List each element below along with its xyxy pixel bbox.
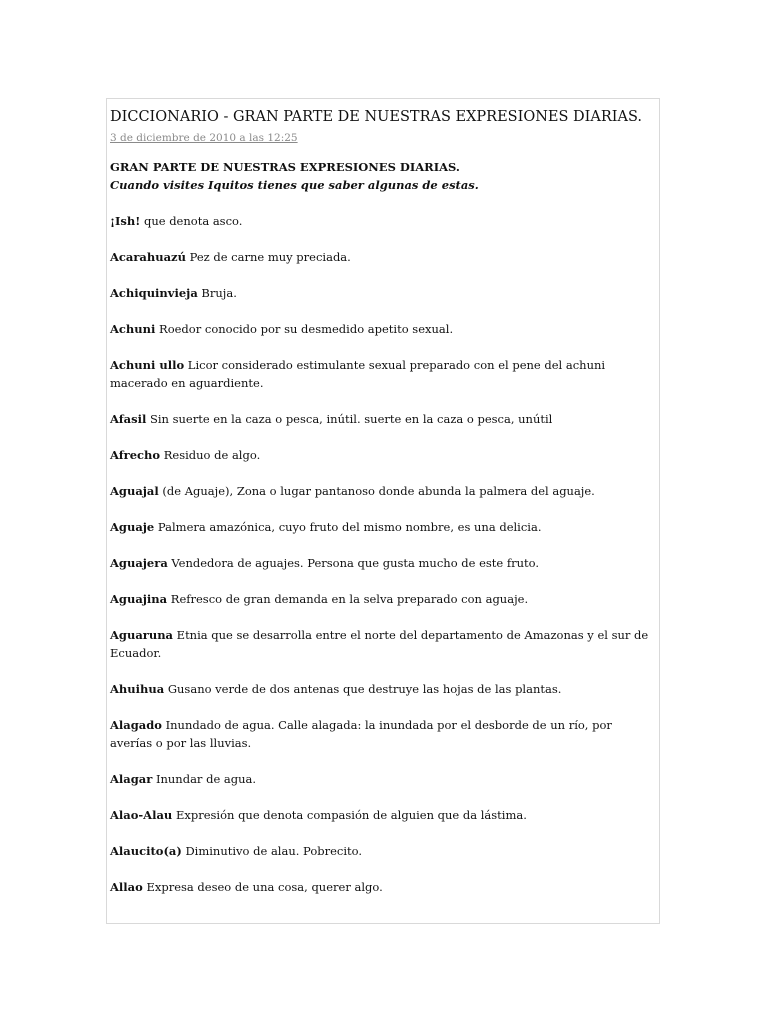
entry-term: Alagar — [110, 772, 153, 786]
entry-definition: Inundar de agua. — [152, 772, 257, 786]
entry-term: Aguajal — [110, 484, 159, 498]
entry-definition: que denota asco. — [140, 214, 243, 228]
entry-spacer — [110, 860, 659, 878]
entry-term: Ahuihua — [110, 682, 165, 696]
entry-term: Allao — [110, 880, 143, 894]
entry-definition: Sin suerte en la caza o pesca, inútil. suerte en la caza o pesca, unútil — [146, 412, 553, 426]
dictionary-entry — [110, 356, 659, 392]
entry-definition: Palmera amazónica, cuyo fruto del mismo nombre, es una delicia. — [154, 520, 542, 534]
entry-term: Acarahuazú — [110, 250, 186, 264]
dictionary-entry — [110, 554, 659, 572]
dictionary-entry — [110, 626, 659, 662]
entry-spacer — [110, 698, 659, 716]
entry-spacer — [110, 572, 659, 590]
document-content — [110, 158, 659, 896]
dictionary-entries — [110, 194, 659, 896]
dictionary-entry — [110, 212, 659, 230]
entry-term: Aguajina — [110, 592, 168, 606]
dictionary-entry — [110, 320, 659, 338]
entry-term: Alaucito(a) — [110, 844, 182, 858]
entry-term: Aguaje — [110, 520, 155, 534]
entry-term: ¡Ish! — [110, 214, 141, 228]
entry-spacer — [110, 266, 659, 284]
entry-definition: Inundado de agua. Calle alagada: la inundada por el desborde de un río, por averías o por las lluvias. — [110, 718, 612, 750]
entry-spacer — [110, 824, 659, 842]
entry-spacer — [110, 752, 659, 770]
entry-term: Aguaruna — [110, 628, 174, 642]
dictionary-entry — [110, 680, 659, 698]
entry-spacer — [110, 428, 659, 446]
dictionary-entry — [110, 590, 659, 608]
entry-definition: Expresa deseo de una cosa, querer algo. — [142, 880, 383, 894]
entry-term: Achuni ullo — [110, 358, 185, 372]
entry-term: Alagado — [110, 718, 162, 732]
dictionary-entry — [110, 446, 659, 464]
dictionary-entry — [110, 842, 659, 860]
entry-definition: (de Aguaje), Zona o lugar pantanoso donde abunda la palmera del aguaje. — [158, 484, 595, 498]
dictionary-entry — [110, 482, 659, 500]
entry-definition: Expresión que denota compasión de alguien que da lástima. — [172, 808, 527, 822]
document-page — [106, 98, 660, 924]
entry-spacer — [110, 392, 659, 410]
entry-spacer — [110, 662, 659, 680]
entry-spacer — [110, 608, 659, 626]
section-subheading: Cuando visites Iquitos tienes que saber algunas de estas. — [110, 178, 479, 192]
entry-term: Achuni — [110, 322, 156, 336]
dictionary-entry — [110, 878, 659, 896]
entry-definition: Diminutivo de alau. Pobrecito. — [181, 844, 363, 858]
entry-spacer — [110, 302, 659, 320]
entry-spacer — [110, 464, 659, 482]
entry-definition: Refresco de gran demanda en la selva preparado con aguaje. — [167, 592, 529, 606]
entry-definition: Residuo de algo. — [160, 448, 261, 462]
entry-term: Alao-Alau — [110, 808, 173, 822]
entry-spacer — [110, 338, 659, 356]
dictionary-entry — [110, 770, 659, 788]
entry-spacer — [110, 500, 659, 518]
entry-definition: Licor considerado estimulante sexual preparado con el pene del achuni macerado en aguardiente. — [110, 358, 606, 390]
dictionary-entry — [110, 284, 659, 302]
entry-spacer — [110, 536, 659, 554]
entry-term: Afrecho — [110, 448, 161, 462]
entry-definition: Pez de carne muy preciada. — [185, 250, 351, 264]
dictionary-entry — [110, 410, 659, 428]
dictionary-entry — [110, 716, 659, 752]
entry-term: Afasil — [110, 412, 147, 426]
document-title: DICCIONARIO - GRAN PARTE DE NUESTRAS EXPRESIONES DIARIAS. — [110, 109, 643, 125]
dictionary-entry — [110, 518, 659, 536]
section-heading: GRAN PARTE DE NUESTRAS EXPRESIONES DIARIAS. — [110, 160, 460, 174]
dictionary-entry — [110, 248, 659, 266]
entry-definition: Roedor conocido por su desmedido apetito sexual. — [155, 322, 454, 336]
entry-spacer — [110, 230, 659, 248]
dictionary-entry — [110, 806, 659, 824]
post-date-link[interactable]: 3 de diciembre de 2010 a las 12:25 — [110, 132, 298, 144]
entry-definition: Etnia que se desarrolla entre el norte del departamento de Amazonas y el sur de Ecuador. — [110, 628, 649, 660]
entry-spacer — [110, 194, 659, 212]
entry-spacer — [110, 788, 659, 806]
entry-term: Aguajera — [110, 556, 168, 570]
entry-definition: Gusano verde de dos antenas que destruye las hojas de las plantas. — [164, 682, 562, 696]
entry-definition: Vendedora de aguajes. Persona que gusta mucho de este fruto. — [167, 556, 540, 570]
entry-term: Achiquinvieja — [110, 286, 198, 300]
entry-definition: Bruja. — [197, 286, 237, 300]
